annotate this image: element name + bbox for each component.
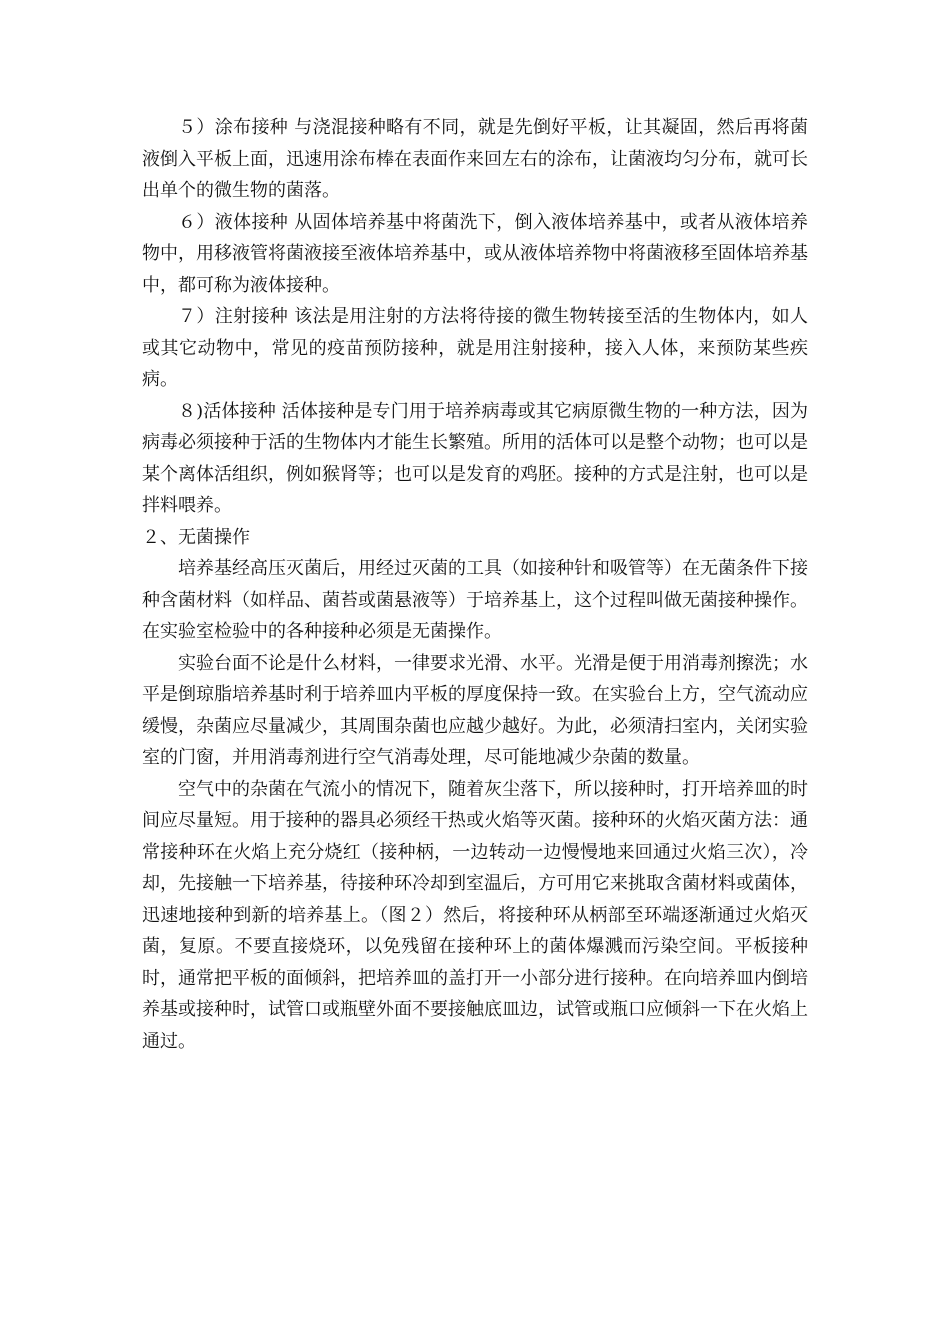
paragraph-live-inoculation: ８)活体接种 活体接种是专门用于培养病毒或其它病原微生物的一种方法，因为病毒必须接种于活的生物体内才能生长繁殖。所用的活体可以是整个动物；也可以是某个离体活组织，例如猴肾等；也可以是发育的鸡胚。接种的方式是注射，也可以是拌料喂养。 — [142, 400, 808, 516]
paragraph-aseptic-intro: 培养基经高压灭菌后，用经过灭菌的工具（如接种针和吸管等）在无菌条件下接种含菌材料（如样品、菌苔或菌悬液等）于培养基上，这个过程叫做无菌接种操作。在实验室检验中的各种接种必须是无菌操作。 — [142, 558, 808, 642]
section-heading: ２、无菌操作 — [142, 526, 250, 548]
paragraph-injection-inoculation: ７）注射接种 该法是用注射的方法将待接的微生物转接至活的生物体内，如人或其它动物中，常见的疫苗预防接种，就是用注射接种，接入人体，来预防某些疾病。 — [142, 306, 808, 390]
paragraph-flame-sterilization: 空气中的杂菌在气流小的情况下，随着灰尘落下，所以接种时，打开培养皿的时间应尽量短。用于接种的器具必须经干热或火焰等灭菌。接种环的火焰灭菌方法：通常接种环在火焰上充分烧红（接种柄，一边转动一边慢慢地来回通过火焰三次），冷却，先接触一下培养基，待接种环冷却到室温后，方可用它来挑取含菌材料或菌体，迅速地接种到新的培养基上。（图２）然后，将接种环从柄部至环端逐渐通过火焰灭菌，复原。不要直接烧环，以免残留在接种环上的菌体爆溅而污染空间。平板接种时，通常把平板的面倾斜，把培养皿的盖打开一小部分进行接种。在向培养皿内倒培养基或接种时，试管口或瓶壁外面不要接触底皿边，试管或瓶口应倾斜一下在火焰上通过。 — [142, 778, 808, 1052]
document-page — [142, 112, 808, 1057]
paragraph-spread-plate: ５）涂布接种 与浇混接种略有不同，就是先倒好平板，让其凝固，然后再将菌液倒入平板上面，迅速用涂布棒在表面作来回左右的涂布，让菌液均匀分布，就可长出单个的微生物的菌落。 — [142, 117, 808, 201]
paragraph-liquid-inoculation: ６）液体接种 从固体培养基中将菌洗下，倒入液体培养基中，或者从液体培养物中，用移液管将菌液接至液体培养基中，或从液体培养物中将菌液移至固体培养基中，都可称为液体接种。 — [142, 211, 808, 296]
paragraph-bench-requirements: 实验台面不论是什么材料，一律要求光滑、水平。光滑是便于用消毒剂擦洗；水平是倒琼脂培养基时利于培养皿内平板的厚度保持一致。在实验台上方，空气流动应缓慢，杂菌应尽量减少，其周围杂菌也应越少越好。为此，必须清扫室内，关闭实验室的门窗，并用消毒剂进行空气消毒处理，尽可能地减少杂菌的数量。 — [142, 652, 808, 768]
